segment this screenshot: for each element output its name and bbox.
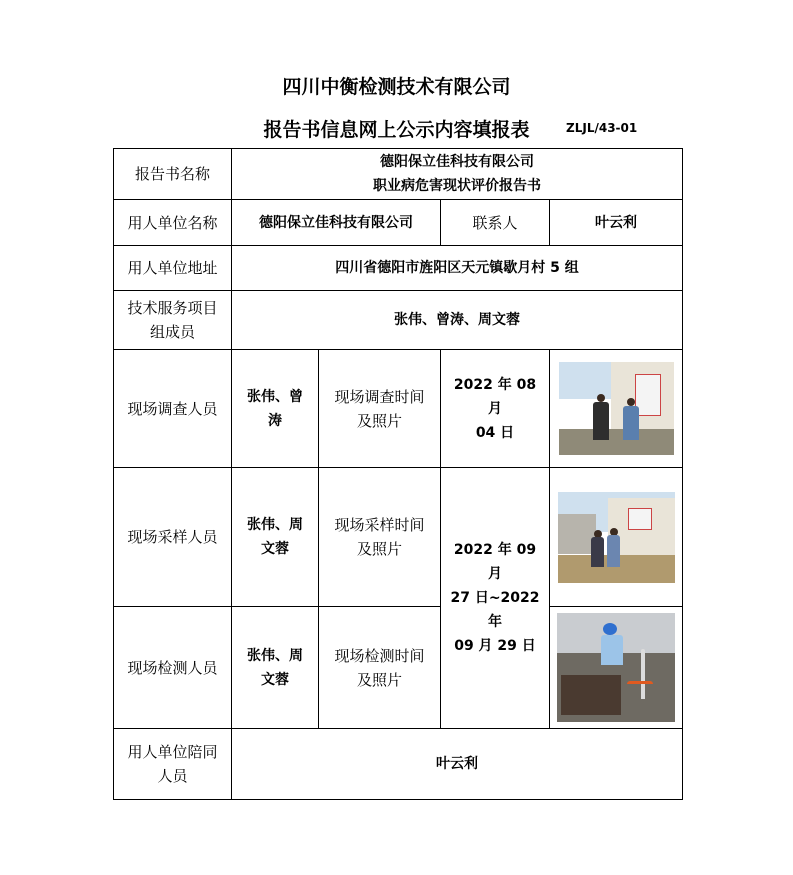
contact-value: 叶云利 [550, 200, 683, 246]
escort-value: 叶云利 [232, 729, 683, 800]
testing-people: 张伟、周 文蓉 [232, 607, 319, 729]
address-label: 用人单位地址 [114, 246, 232, 291]
sampling-people: 张伟、周 文蓉 [232, 468, 319, 607]
escort-label: 用人单位陪同 人员 [114, 729, 232, 800]
report-name-label: 报告书名称 [114, 149, 232, 200]
employer-label: 用人单位名称 [114, 200, 232, 246]
report-name-value: 德阳保立佳科技有限公司 职业病危害现状评价报告书 [232, 149, 683, 200]
report-info-table [113, 148, 683, 800]
survey-photo [559, 362, 674, 455]
sampling-time-label: 现场采样时间 及照片 [319, 468, 441, 607]
sampling-photo-cell [550, 468, 683, 607]
survey-time-label: 现场调查时间 及照片 [319, 350, 441, 468]
address-value: 四川省德阳市旌阳区天元镇歇月村 5 组 [232, 246, 683, 291]
survey-date: 2022 年 08 月 04 日 [441, 350, 550, 468]
testing-time-label: 现场检测时间 及照片 [319, 607, 441, 729]
testing-label: 现场检测人员 [114, 607, 232, 729]
testing-photo-cell [550, 607, 683, 729]
employer-value: 德阳保立佳科技有限公司 [232, 200, 441, 246]
sampling-photo [558, 492, 675, 583]
sampling-testing-date: 2022 年 09 月 27 日~2022 年 09 月 29 日 [441, 468, 550, 729]
contact-label: 联系人 [441, 200, 550, 246]
members-value: 张伟、曾涛、周文蓉 [232, 291, 683, 350]
testing-photo [557, 613, 675, 722]
survey-photo-cell [550, 350, 683, 468]
company-title: 四川中衡检测技术有限公司 [282, 76, 511, 98]
form-title: 报告书信息网上公示内容填报表 [263, 119, 530, 141]
survey-people: 张伟、曾 涛 [232, 350, 319, 468]
form-code: ZLJL/43-01 [566, 121, 638, 135]
members-label: 技术服务项目 组成员 [114, 291, 232, 350]
survey-label: 现场调查人员 [114, 350, 232, 468]
sampling-label: 现场采样人员 [114, 468, 232, 607]
